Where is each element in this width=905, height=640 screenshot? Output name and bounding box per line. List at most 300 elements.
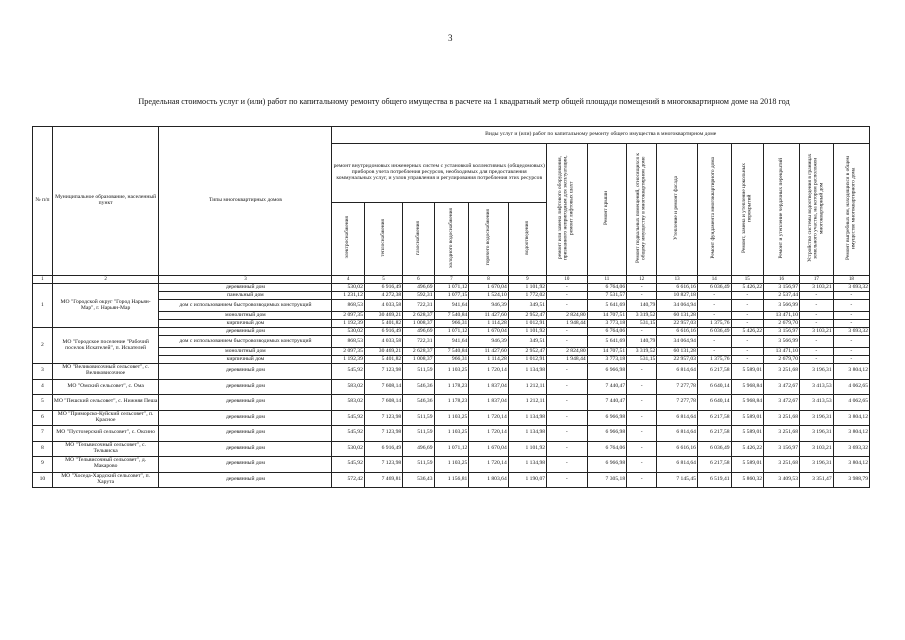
cost-cell: 6 764,06 <box>587 328 626 336</box>
cost-cell: 6 966,98 <box>587 410 626 426</box>
header-engineering-group: ремонт внутридомовых инженерных систем с установкой коллективных (общедомовых) приборов учета потребления ресурсов, необходимых для предоставления коммунальных услуг, и узлов управления и регулирования потребления этих ресурсов <box>332 144 547 203</box>
column-number: 4 <box>332 276 364 284</box>
row-number: 7 <box>33 426 53 442</box>
cost-cell: 3 196,31 <box>800 426 834 442</box>
cost-cell: 941,64 <box>434 336 469 348</box>
house-type: деревянный дом <box>159 284 332 292</box>
cost-cell: 13 471,10 <box>764 348 800 356</box>
cost-cell: 1 178,23 <box>434 379 469 395</box>
row-number: 3 <box>33 364 53 380</box>
cost-cell: 946,39 <box>469 336 508 348</box>
row-number: 6 <box>33 410 53 426</box>
row-number: 5 <box>33 395 53 411</box>
cost-cell: - <box>697 348 731 356</box>
cost-cell: 1 231,12 <box>332 292 364 300</box>
cost-cell: 1 670,04 <box>469 284 508 292</box>
cost-cell: 3 988,79 <box>833 472 869 488</box>
cost-cell: 5 968,84 <box>731 379 763 395</box>
cost-cell: 531,15 <box>627 356 657 364</box>
cost-cell: 7 440,47 <box>587 395 626 411</box>
cost-cell: 7 123,98 <box>364 410 402 426</box>
cost-cell: 531,15 <box>627 320 657 328</box>
column-number: 2 <box>52 276 159 284</box>
cost-cell: 3 196,31 <box>800 364 834 380</box>
house-type: деревянный дом <box>159 441 332 457</box>
house-type: деревянный дом <box>159 457 332 473</box>
municipality-name: МО "Городское поселение "Рабочий поселок Искателей", п. Искателей <box>52 328 159 364</box>
cost-cell: 511,59 <box>403 364 434 380</box>
cost-cell: 6 916,49 <box>364 441 402 457</box>
cost-cell: 2 952,47 <box>508 312 546 320</box>
cost-cell: - <box>627 457 657 473</box>
cost-cell: 3 566,99 <box>764 336 800 348</box>
table-row <box>33 300 870 312</box>
column-number: 16 <box>764 276 800 284</box>
cost-cell: 6 036,49 <box>697 284 731 292</box>
column-number: 18 <box>833 276 869 284</box>
municipality-name: МО "Пешский сельсовет", с. Нижняя Пеша <box>52 395 159 411</box>
cost-cell: 545,92 <box>332 457 364 473</box>
cost-cell: - <box>833 336 869 348</box>
cost-cell: 1 720,14 <box>469 426 508 442</box>
cost-cell: 5 968,84 <box>731 395 763 411</box>
cost-cell: 6 217,58 <box>697 457 731 473</box>
cost-cell: - <box>547 395 588 411</box>
cost-cell: 1 948,44 <box>547 356 588 364</box>
cost-cell: 1 008,37 <box>403 356 434 364</box>
table-row <box>33 320 870 328</box>
cost-cell: 1 114,28 <box>469 320 508 328</box>
cost-cell: - <box>627 472 657 488</box>
cost-cell: 1 375,76 <box>697 356 731 364</box>
cost-cell: 3 804,12 <box>833 410 869 426</box>
cost-cell: - <box>547 300 588 312</box>
cost-cell: 3 156,97 <box>764 441 800 457</box>
cost-cell: 2 824,80 <box>547 312 588 320</box>
cost-cell: 4 033,58 <box>364 300 402 312</box>
cost-cell: 511,59 <box>403 410 434 426</box>
table-row <box>33 472 870 488</box>
cost-cell: - <box>547 441 588 457</box>
cost-cell: 1 103,25 <box>434 410 469 426</box>
cost-cell: 140,79 <box>627 300 657 312</box>
cost-cell: 5 401,82 <box>364 320 402 328</box>
cost-cell: 546,36 <box>403 379 434 395</box>
house-type: панельный дом <box>159 292 332 300</box>
cost-cell: 966,31 <box>434 320 469 328</box>
cost-cell: 3 319,52 <box>627 348 657 356</box>
cost-cell: 3 103,21 <box>800 284 834 292</box>
house-type: деревянный дом <box>159 426 332 442</box>
cost-cell: - <box>697 292 731 300</box>
cost-cell: 3 693,32 <box>833 284 869 292</box>
cost-cell: - <box>833 348 869 356</box>
cost-cell: 30 469,21 <box>364 312 402 320</box>
header-roof: Ремонт крыши <box>603 191 610 226</box>
cost-cell: 572,42 <box>332 472 364 488</box>
cost-cell: 2 097,35 <box>332 348 364 356</box>
house-type: дом с использованием быстровозводимых конструкций <box>159 336 332 348</box>
cost-table <box>32 126 870 488</box>
cost-cell: 722,31 <box>403 300 434 312</box>
cost-cell: 2 097,35 <box>332 312 364 320</box>
column-number: 1 <box>33 276 53 284</box>
cost-cell: 7 608,14 <box>364 395 402 411</box>
cost-cell: - <box>697 312 731 320</box>
cost-cell: - <box>833 292 869 300</box>
cost-cell: 22 957,03 <box>657 320 698 328</box>
table-row <box>33 328 870 336</box>
cost-cell: 7 305,18 <box>587 472 626 488</box>
cost-cell: 6 036,49 <box>697 328 731 336</box>
header-house-types: Типы многоквартирных домов <box>159 127 332 276</box>
cost-cell: - <box>627 379 657 395</box>
house-type: кирпичный дом <box>159 356 332 364</box>
cost-cell: - <box>547 472 588 488</box>
cost-cell: 3 251,68 <box>764 426 800 442</box>
cost-cell: 3 472,67 <box>764 395 800 411</box>
cost-cell: 1 837,04 <box>469 379 508 395</box>
cost-cell: - <box>800 312 834 320</box>
cost-cell: - <box>731 312 763 320</box>
cost-cell: 3 693,32 <box>833 441 869 457</box>
cost-cell: 1 190,07 <box>508 472 546 488</box>
house-type: кирпичный дом <box>159 320 332 328</box>
cost-cell: 2 952,47 <box>508 348 546 356</box>
cost-cell: - <box>627 284 657 292</box>
header-electricity: электроснабжения <box>344 216 351 259</box>
cost-cell: 1 077,15 <box>434 292 469 300</box>
cost-cell: 6 764,06 <box>587 284 626 292</box>
cost-cell: - <box>731 320 763 328</box>
header-attic: Ремонт и утепление чердачных перекрытий <box>777 157 784 259</box>
cost-cell: - <box>627 426 657 442</box>
cost-cell: - <box>731 348 763 356</box>
cost-cell: - <box>800 300 834 312</box>
cost-cell: 3 804,12 <box>833 364 869 380</box>
cost-cell: 546,36 <box>403 395 434 411</box>
cost-cell: - <box>731 356 763 364</box>
cost-cell: 7 540,84 <box>434 312 469 320</box>
header-services-group: Виды услуг и (или) работ по капитальному ремонту общего имущества в многоквартирном доме <box>332 127 870 144</box>
cost-cell: 6 217,58 <box>697 364 731 380</box>
cost-cell: 349,51 <box>508 336 546 348</box>
cost-cell: 3 196,31 <box>800 457 834 473</box>
cost-cell: 6 217,58 <box>697 426 731 442</box>
cost-cell: 5 589,01 <box>731 457 763 473</box>
cost-cell: 3 472,67 <box>764 379 800 395</box>
house-type: дом с использованием быстровозводимых конструкций <box>159 300 332 312</box>
cost-cell: 1 012,91 <box>508 356 546 364</box>
cost-cell: 13 471,10 <box>764 312 800 320</box>
cost-cell: 6 616,16 <box>657 441 698 457</box>
column-number: 11 <box>587 276 626 284</box>
cost-cell: - <box>800 336 834 348</box>
cost-cell: 10 827,18 <box>657 292 698 300</box>
cost-cell: 14 707,51 <box>587 348 626 356</box>
table-row <box>33 426 870 442</box>
cost-cell: 6 916,49 <box>364 328 402 336</box>
municipality-name: МО "Тельвисочный сельсовет", с. Тельвиска <box>52 441 159 457</box>
cost-cell: 1 772,02 <box>508 292 546 300</box>
house-type: деревянный дом <box>159 364 332 380</box>
cost-cell: 7 531,57 <box>587 292 626 300</box>
cost-cell: 6 640,14 <box>697 379 731 395</box>
cost-cell: 496,69 <box>403 328 434 336</box>
cost-cell: 1 524,10 <box>469 292 508 300</box>
cost-cell: 1 178,23 <box>434 395 469 411</box>
cost-cell: 22 957,03 <box>657 356 698 364</box>
cost-cell: 3 251,68 <box>764 457 800 473</box>
row-number: 1 <box>33 284 53 328</box>
cost-cell: - <box>731 336 763 348</box>
municipality-name: МО "Омский сельсовет", с. Ома <box>52 379 159 395</box>
cost-cell: 11 427,60 <box>469 312 508 320</box>
cost-cell: 1 670,04 <box>469 328 508 336</box>
cost-cell: 5 589,01 <box>731 426 763 442</box>
cost-cell: 3 156,97 <box>764 328 800 336</box>
municipality-name: МО "Приморско-Куйский сельсовет", п. Красное <box>52 410 159 426</box>
cost-cell: 6 814,64 <box>657 457 698 473</box>
cost-cell: 3 409,53 <box>764 472 800 488</box>
cost-cell: 6 640,14 <box>697 395 731 411</box>
cost-cell: 140,79 <box>627 336 657 348</box>
cost-cell: 511,59 <box>403 426 434 442</box>
municipality-name: МО "Пустозерский сельсовет", с. Оксино <box>52 426 159 442</box>
cost-cell: 1 103,25 <box>434 457 469 473</box>
row-number: 4 <box>33 379 53 395</box>
cost-cell: 1 101,92 <box>508 441 546 457</box>
cost-cell: 545,92 <box>332 410 364 426</box>
cost-cell: 2 824,80 <box>547 348 588 356</box>
cost-cell: 1 101,92 <box>508 328 546 336</box>
cost-cell: 1 114,28 <box>469 356 508 364</box>
header-heating: теплоснабжения <box>379 218 386 257</box>
cost-cell: 1 192,39 <box>332 320 364 328</box>
cost-cell: 1 071,12 <box>434 284 469 292</box>
table-row <box>33 292 870 300</box>
cost-cell: 1 103,25 <box>434 364 469 380</box>
cost-cell: 1 134,98 <box>508 364 546 380</box>
cost-cell: 3 251,68 <box>764 410 800 426</box>
cost-cell: - <box>627 292 657 300</box>
cost-cell: 1 101,92 <box>508 284 546 292</box>
cost-cell: 3 413,53 <box>800 395 834 411</box>
cost-cell: 5 589,01 <box>731 364 763 380</box>
column-number: 12 <box>627 276 657 284</box>
cost-cell: - <box>547 364 588 380</box>
cost-cell: 1 720,14 <box>469 457 508 473</box>
document-title: Предельная стоимость услуг и (или) работ по капитальному ремонту общего имущества в расчете на 1 квадратный метр общей площади помещений в многоквартирном доме на 2018 год <box>138 97 790 106</box>
cost-cell: 722,31 <box>403 336 434 348</box>
header-cesspit: Ремонт выгребных ям, находящихся в общем имуществе многоквартирного дома <box>844 156 857 261</box>
cost-cell: 6 764,06 <box>587 441 626 457</box>
cost-cell: 7 440,47 <box>587 379 626 395</box>
cost-cell: 3 103,21 <box>800 441 834 457</box>
cost-cell: 6 814,64 <box>657 426 698 442</box>
cost-cell: 1 670,04 <box>469 441 508 457</box>
cost-cell: 1 134,98 <box>508 410 546 426</box>
cost-cell: 530,02 <box>332 328 364 336</box>
cost-cell: 3 319,52 <box>627 312 657 320</box>
header-sewerage: водоотведения <box>523 220 530 255</box>
cost-cell: 4 272,38 <box>364 292 402 300</box>
cost-cell: 6 814,64 <box>657 410 698 426</box>
cost-cell: - <box>833 300 869 312</box>
house-type: монолитный дом <box>159 312 332 320</box>
cost-cell: - <box>800 348 834 356</box>
cost-cell: 7 123,98 <box>364 426 402 442</box>
column-number: 7 <box>434 276 469 284</box>
cost-cell: 1 948,44 <box>547 320 588 328</box>
municipality-name: МО "Тельвисочный сельсовет", д. Макарово <box>52 457 159 473</box>
cost-cell: 7 608,14 <box>364 379 402 395</box>
cost-cell: 7 277,78 <box>657 379 698 395</box>
header-facade: Утепление и ремонт фасада <box>673 176 680 241</box>
table-row <box>33 312 870 320</box>
cost-cell: 5 426,22 <box>731 284 763 292</box>
cost-cell: - <box>547 292 588 300</box>
cost-cell: 6 966,98 <box>587 364 626 380</box>
cost-cell: 6 966,98 <box>587 426 626 442</box>
cost-cell: 3 566,99 <box>764 300 800 312</box>
cost-cell: - <box>833 356 869 364</box>
cost-cell: 7 277,78 <box>657 395 698 411</box>
cost-cell: 2 679,70 <box>764 356 800 364</box>
cost-cell: 3 693,32 <box>833 328 869 336</box>
cost-cell: 3 413,53 <box>800 379 834 395</box>
cost-cell: 4 033,58 <box>364 336 402 348</box>
cost-cell: - <box>547 410 588 426</box>
cost-cell: - <box>547 426 588 442</box>
cost-cell: 1 720,14 <box>469 410 508 426</box>
cost-cell: 2 628,37 <box>403 312 434 320</box>
column-number: 8 <box>469 276 508 284</box>
cost-cell: 7 123,98 <box>364 457 402 473</box>
header-foundation: Ремонт фундамента многоквартирного дома <box>710 157 717 259</box>
page-number: 3 <box>448 33 453 43</box>
cost-cell: 6 814,64 <box>657 364 698 380</box>
cost-cell: 7 540,84 <box>434 348 469 356</box>
table-row <box>33 395 870 411</box>
cost-cell: 2 679,70 <box>764 320 800 328</box>
cost-cell: 34 064,94 <box>657 300 698 312</box>
cost-cell: 530,02 <box>332 441 364 457</box>
cost-cell: 1 212,11 <box>508 395 546 411</box>
municipality-name: МО "Городской округ "Город Нарьян-Мар", г. Нарьян-Мар <box>52 284 159 328</box>
cost-cell: - <box>627 364 657 380</box>
cost-cell: 1 008,37 <box>403 320 434 328</box>
cost-cell: 30 469,21 <box>364 348 402 356</box>
cost-cell: 5 426,22 <box>731 441 763 457</box>
column-number: 6 <box>403 276 434 284</box>
cost-cell: 5 426,22 <box>731 328 763 336</box>
cost-cell: 4 062,65 <box>833 379 869 395</box>
table-row <box>33 336 870 348</box>
municipality-name: МО "Хоседа-Хардский сельсовет", п. Харута <box>52 472 159 488</box>
cost-cell: 4 062,65 <box>833 395 869 411</box>
cost-cell: 1 375,76 <box>697 320 731 328</box>
column-number: 5 <box>364 276 402 284</box>
column-number: 10 <box>547 276 588 284</box>
cost-cell: 545,92 <box>332 426 364 442</box>
house-type: деревянный дом <box>159 395 332 411</box>
cost-cell: - <box>833 320 869 328</box>
cost-cell: 6 616,16 <box>657 328 698 336</box>
cost-cell: 3 103,21 <box>800 328 834 336</box>
cost-cell: 3 196,31 <box>800 410 834 426</box>
cost-cell: 5 860,32 <box>731 472 763 488</box>
cost-cell: 60 131,28 <box>657 312 698 320</box>
cost-cell: 496,69 <box>403 284 434 292</box>
cost-cell: 7 145,45 <box>657 472 698 488</box>
table-row <box>33 379 870 395</box>
cost-cell: 6 217,58 <box>697 410 731 426</box>
cost-cell: - <box>833 312 869 320</box>
cost-cell: 7 469,81 <box>364 472 402 488</box>
house-type: деревянный дом <box>159 328 332 336</box>
table-row <box>33 348 870 356</box>
cost-cell: - <box>547 328 588 336</box>
cost-cell: 3 251,68 <box>764 364 800 380</box>
cost-cell: 941,64 <box>434 300 469 312</box>
cost-cell: 349,51 <box>508 300 546 312</box>
cost-cell: 3 351,47 <box>800 472 834 488</box>
cost-cell: - <box>800 356 834 364</box>
cost-cell: 7 123,98 <box>364 364 402 380</box>
cost-cell: 1 134,98 <box>508 457 546 473</box>
cost-cell: 868,53 <box>332 336 364 348</box>
header-elevator: ремонт или замена лифтового оборудования, признанного непригодным для эксплуатации, ремонт лифтовых шахт <box>557 155 575 261</box>
cost-cell: - <box>697 336 731 348</box>
column-number: 9 <box>508 276 546 284</box>
cost-cell: 6 916,49 <box>364 284 402 292</box>
row-number: 9 <box>33 457 53 473</box>
column-number-row <box>33 276 870 284</box>
table-row <box>33 457 870 473</box>
cost-cell: 1 071,12 <box>434 328 469 336</box>
cost-cell: 583,02 <box>332 379 364 395</box>
house-type: деревянный дом <box>159 472 332 488</box>
header-gas: газоснабжения <box>414 220 421 255</box>
cost-cell: 1 837,04 <box>469 395 508 411</box>
cost-cell: - <box>800 292 834 300</box>
cost-cell: 1 156,81 <box>434 472 469 488</box>
cost-cell: 5 401,82 <box>364 356 402 364</box>
cost-cell: 1 803,64 <box>469 472 508 488</box>
cost-cell: 5 589,01 <box>731 410 763 426</box>
header-drainage: Устройство системы водоотведения в границах земельного участка, на котором расположен многоквартирный дом <box>806 153 825 263</box>
cost-cell: 1 071,12 <box>434 441 469 457</box>
cost-cell: 5 641,69 <box>587 300 626 312</box>
cost-cell: 511,59 <box>403 457 434 473</box>
cost-cell: - <box>697 300 731 312</box>
column-number: 15 <box>731 276 763 284</box>
cost-cell: 1 212,11 <box>508 379 546 395</box>
cost-cell: 60 131,28 <box>657 348 698 356</box>
cost-cell: 14 707,51 <box>587 312 626 320</box>
cost-cell: 3 804,12 <box>833 426 869 442</box>
house-type: деревянный дом <box>159 410 332 426</box>
cost-cell: 530,02 <box>332 284 364 292</box>
header-hot-water: горячего водоснабжения <box>484 209 491 266</box>
house-type: деревянный дом <box>159 379 332 395</box>
cost-cell: 6 616,16 <box>657 284 698 292</box>
cost-cell: 966,31 <box>434 356 469 364</box>
cost-cell: 1 720,14 <box>469 364 508 380</box>
table-row <box>33 441 870 457</box>
house-type: монолитный дом <box>159 348 332 356</box>
